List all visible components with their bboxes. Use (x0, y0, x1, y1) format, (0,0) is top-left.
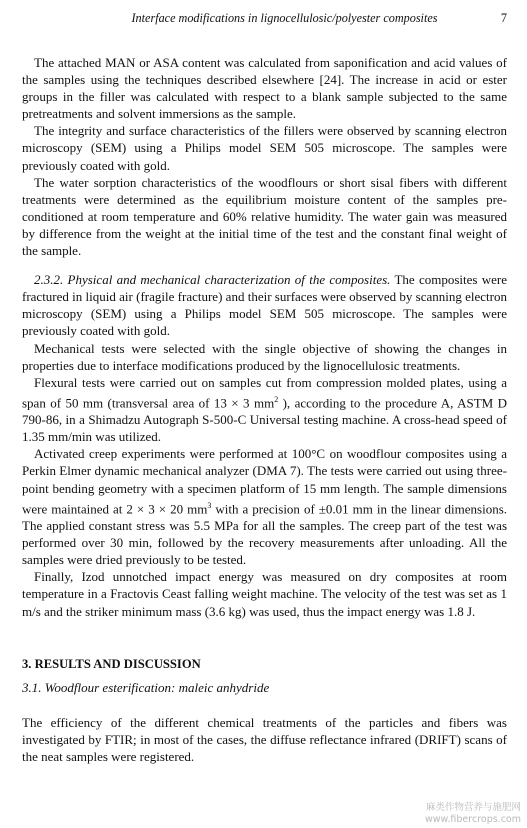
paragraph-mechanical-tests: Mechanical tests were selected with the single objective of showing the changes in properties due to interface modifications produced by the lignocellulosic treatments. (22, 340, 507, 373)
watermark (425, 802, 521, 826)
watermark-line-1: 麻类作物营养与施肥网 (425, 802, 521, 813)
page-number: 7 (500, 11, 507, 25)
watermark-line-2: www.fibercrops.com (424, 814, 521, 825)
creep-text-b: with a precision of ±0.01 mm in the linear dimensions. The applied constant stress was 5.5 MPa for all the samples. The creep part of the test was performed over 30 min, followed by the recovery measurements after unloading. All the samples were dried previously to be tested. (22, 501, 508, 568)
creep-text-a: Activated creep experiments were performed at 100°C on woodflour composites using a Perkin Elmer dynamic mechanical analyzer (DMA 7). The tests were carried out using three-point bending geometry with a specimen platform of 15 mm length. The sample dimensions were maintained at 2 × 3 × 20 mm (22, 446, 507, 516)
flexural-text-b: ), according to the procedure A, ASTM D 790-86, in a Shimadzu Autograph S-500-C Universal testing machine. A cross-head speed of 1.35 mm/min was utilized. (22, 395, 507, 445)
paragraph-flexural-tests (22, 374, 507, 446)
subsection-heading-esterification: 3.1. Woodflour esterification: maleic anhydride (22, 679, 270, 695)
paragraph-sem-fillers: The integrity and surface characteristics of the fillers were observed by scanning electron microscopy (SEM) using a Philips model SEM 505 microscope. The samples were previously coated with gold. (22, 123, 507, 173)
paragraph-ftir: The efficiency of the different chemical treatments of the particles and fibers was investigated by FTIR; in most of the cases, the diffuse reflectance infrared (DRIFT) scans of the neat samples were registered. (22, 714, 507, 764)
paragraph-impact-energy: Finally, Izod unnotched impact energy was measured on dry composites at room temperature in a Fractovis Ceast falling weight machine. The velocity of the test was set as 1 m/s and the striker minimum mass (3.6 kg) was used, thus the impact energy was 1.8 J. (22, 569, 507, 619)
paragraph-acid-values: The attached MAN or ASA content was calculated from saponification and acid values of the samples using the techniques described elsewhere [24]. The increase in acid or ester groups in the filler was calculated with respect to a blank sample subjected to the same pretreatments and solvent immersions as the sample. (22, 55, 507, 122)
creep-superscript: 3 (207, 500, 212, 510)
flexural-text-a: Flexural tests were carried out on samples cut from compression molded plates, using a span of 50 mm (transversal area of 13 × 3 mm (22, 374, 507, 411)
paragraph-creep-experiments (22, 445, 507, 568)
paragraph-physical-characterization (22, 271, 507, 339)
running-header (22, 10, 507, 26)
subsection-heading-inline: 2.3.2. Physical and mechanical characterization of the composites. (34, 272, 391, 288)
paragraph-physical-body: The composites were fractured in liquid air (fragile fracture) and their surfaces were observed by scanning electron microscopy (SEM) using a Philips model SEM 505 microscope. The samples were previously coated with gold. (22, 272, 507, 339)
body-text (22, 54, 507, 765)
page (22, 10, 507, 765)
flexural-superscript: 2 (274, 394, 279, 404)
paragraph-water-sorption: The water sorption characteristics of the woodflours or short sisal fibers with different treatments were determined as the equilibrium moisture content of the samples pre-conditioned at room temperature and 60% relative humidity. The water gain was measured by difference from the weight at the initial time of the test and the constant final weight of the sample. (22, 174, 507, 259)
running-title: Interface modifications in lignocellulosic/polyester composites (131, 11, 438, 25)
section-heading-results: 3. RESULTS AND DISCUSSION (22, 656, 201, 671)
